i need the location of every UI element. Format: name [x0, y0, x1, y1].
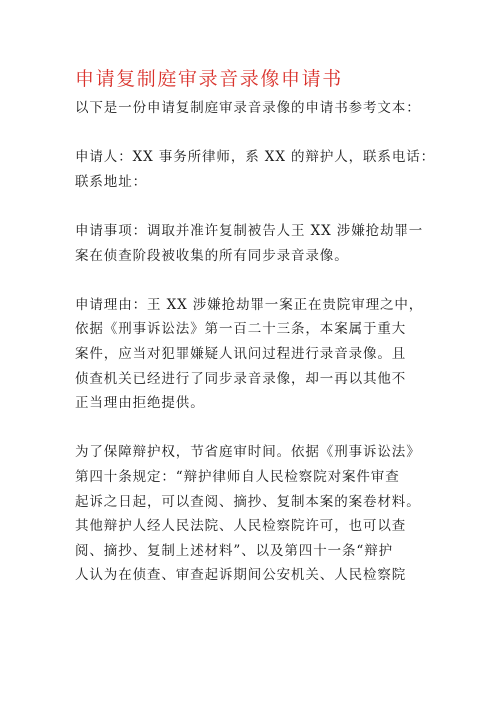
basis-paragraph: [75, 440, 433, 588]
text-line: 联系地址：: [75, 173, 147, 190]
text-line: 依据《刑事诉讼法》第一百二十三条，本案属于重大: [75, 321, 407, 338]
paragraph-gap: [75, 268, 433, 293]
text-line: 侦查机关已经进行了同步录音录像，却一再以其他不: [75, 370, 407, 387]
text-line: 案件，应当对犯罪嫌疑人讯问过程进行录音录像。且: [75, 345, 407, 362]
text-line: 申请理由：王 XX 涉嫌抢劫罪一案正在贵院审理之中，: [75, 296, 424, 313]
request-paragraph: [75, 219, 433, 268]
document-body: [75, 96, 436, 588]
text-line: 人认为在侦查、审查起诉期间公安机关、人民检察院: [75, 567, 407, 584]
text-line: 正当理由拒绝提供。: [75, 395, 205, 412]
text-line: 申请人：XX 事务所律师，系 XX 的辩护人，联系电话：: [75, 149, 436, 166]
paragraph-gap: [75, 416, 433, 441]
applicant-paragraph: [75, 145, 436, 194]
text-line: 申请事项：调取并准许复制被告人王 XX 涉嫌抢劫罪一: [75, 222, 424, 239]
text-line: 阅、摘抄、复制上述材料”、以及第四十一条“辩护: [75, 542, 394, 559]
text-line: 起诉之日起，可以查阅、摘抄、复制本案的案卷材料。: [75, 493, 421, 510]
text-line: 以下是一份申请复制庭审录音录像的申请书参考文本：: [75, 100, 421, 116]
text-line: 案在侦查阶段被收集的所有同步录音录像。: [75, 247, 349, 264]
reason-paragraph: [75, 293, 433, 416]
document-title: 申请复制庭审录音录像申请书: [75, 68, 343, 90]
text-line: 其他辩护人经人民法院、人民检察院许可，也可以查: [75, 518, 407, 535]
intro-paragraph: [75, 96, 433, 121]
paragraph-gap: [75, 194, 433, 219]
text-line: 第四十条规定：“辩护律师自人民检察院对案件审查: [75, 468, 400, 485]
text-line: 为了保障辩护权，节省庭审时间。依据《刑事诉讼法》: [75, 444, 421, 461]
paragraph-gap: [75, 121, 433, 146]
